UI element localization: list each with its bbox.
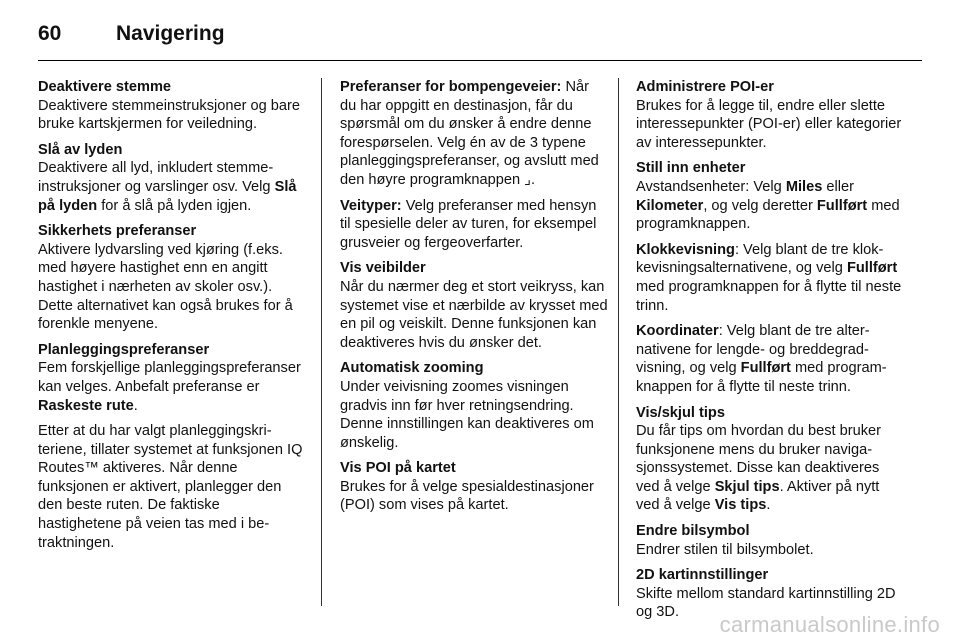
section-heading: Administrere POI-er	[636, 79, 774, 95]
column-separator-1	[321, 78, 322, 606]
paragraph: Deaktivere all lyd, inkludert stemmeinstruksjoner og varslinger osv. Velg Slå på lyden for å slå på lyden igjen.	[38, 160, 297, 214]
section	[636, 78, 904, 152]
bold-term: Koordinater	[636, 323, 719, 340]
paragraph: Deaktivere stemmeinstruksjoner og bare bruke kartskjermen for veiledning.	[38, 97, 300, 133]
section	[636, 159, 904, 396]
paragraph: Avstandsenheter: Velg Miles eller Kilometer, og velg deretter Fullført med programknappen.	[636, 178, 900, 233]
bold-term: Skjul tips	[714, 478, 780, 495]
bold-term: Slå på lyden	[38, 178, 297, 214]
section-heading: Sikkerhets preferanser	[38, 223, 197, 240]
bold-term: Miles	[785, 178, 823, 195]
page-number: 60	[38, 22, 62, 45]
bold-term: Raskeste rute	[38, 397, 134, 414]
column-1	[38, 78, 306, 559]
page-header	[38, 14, 225, 54]
paragraph: Veityper: Velg preferanser med hensyn til spesielle deler av turen, for eksempel grusveier og fergeoverfarter.	[340, 197, 597, 251]
section	[38, 341, 306, 553]
paragraph: Klokkevisning: Velg blant de tre klokkevisningsalternativene, og velg Fullført med programknappen for å flytte til neste trinn.	[636, 241, 902, 314]
section	[636, 404, 904, 516]
column-3	[636, 78, 904, 629]
paragraph: Brukes for å legge til, endre eller slette interessepunkter (POI-er) eller kategorier av interessepunkter.	[636, 97, 902, 151]
bold-term: Fullført	[816, 197, 868, 214]
section	[38, 141, 306, 215]
section	[340, 359, 608, 452]
header-rule	[38, 60, 922, 61]
section-heading: Vis POI på kartet	[340, 460, 456, 477]
paragraph: Under veivisning zoomes visningen gradvis inn før hver retningsendring. Denne innstillingen kan deaktiveres om ønskelig.	[340, 378, 594, 451]
paragraph: Når du nærmer deg et stort veikryss, kan systemet vise et nærbilde av krysset med en pil og veiskilt. Denne funksjonen kan deaktiveres hvis du ønsker det.	[340, 278, 608, 351]
section	[38, 222, 306, 334]
bold-term: Veityper:	[340, 197, 402, 214]
section	[340, 459, 608, 515]
paragraph: Etter at du har valgt planleggingskriteriene, tillater systemet at funksjonen IQ Routes™ aktiveres. Når denne funksjonen er aktivert, planlegger den den beste ruten. De faktiske hastighetene på veien tas med i betraktningen.	[38, 423, 303, 551]
bold-term: Fullført	[846, 260, 898, 277]
section-heading: Deaktivere stemme	[38, 79, 172, 95]
paragraph: Aktivere lydvarsling ved kjøring (f.eks. med høyere hastighet enn en angitt hastighet i nærheten av skoler osv.). Dette alternativet kan også brukes for å forenkle menyene.	[38, 241, 293, 333]
section	[340, 259, 608, 352]
column-2	[340, 78, 608, 522]
paragraph: Fem forskjellige planleggingspreferanser kan velges. Anbefalt preferanse er Raskeste rute.	[38, 360, 301, 414]
section-heading: 2D kartinnstillinger	[636, 567, 769, 584]
paragraph: Skifte mellom standard kartinnstilling 2D og 3D.	[636, 585, 896, 621]
bold-term: Fullført	[740, 360, 791, 377]
section	[340, 78, 608, 252]
section-heading: Automatisk zooming	[340, 360, 484, 377]
paragraph: Preferanser for bompengeveier: Når du har oppgitt en destinasjon, får du spørsmål om du ønsker å endre denne forespørselen. Velg én av de 3 typene planleggingspreferanser, og avslutt med den høyre programknappen ⌟.	[340, 79, 599, 188]
bold-term: Kilometer	[636, 197, 704, 214]
paragraph: Endrer stilen til bilsymbolet.	[636, 541, 814, 558]
section-heading: Vis/skjul tips	[636, 404, 725, 421]
paragraph: Koordinater: Velg blant de tre alternativene for lengde- og breddegradvisning, og velg Fullført med programknappen for å flytte til neste trinn.	[636, 323, 887, 395]
chapter-title: Navigering	[116, 22, 225, 45]
bold-term: Vis tips	[714, 497, 767, 514]
section-heading: Endre bilsymbol	[636, 523, 750, 540]
paragraph: Du får tips om hvordan du best bruker funksjonene mens du bruker navigasjonssystemet. Disse kan deaktiveres ved å velge Skjul tips. Aktiver på nytt ved å velge Vis tips.	[636, 423, 881, 514]
paragraph: Brukes for å velge spesialdestinasjoner (POI) som vises på kartet.	[340, 478, 594, 514]
section-heading: Vis veibilder	[340, 260, 426, 277]
section-heading: Slå av lyden	[38, 141, 123, 158]
bold-term: Preferanser for bompengeveier:	[340, 79, 562, 95]
section-heading: Planleggingspreferanser	[38, 341, 210, 358]
bold-term: Klokkevisning	[636, 241, 735, 258]
section-heading: Still inn enheter	[636, 160, 746, 177]
column-separator-2	[618, 78, 619, 606]
watermark: carmanualsonline.info	[719, 612, 940, 637]
section	[38, 78, 306, 134]
section	[636, 522, 904, 559]
